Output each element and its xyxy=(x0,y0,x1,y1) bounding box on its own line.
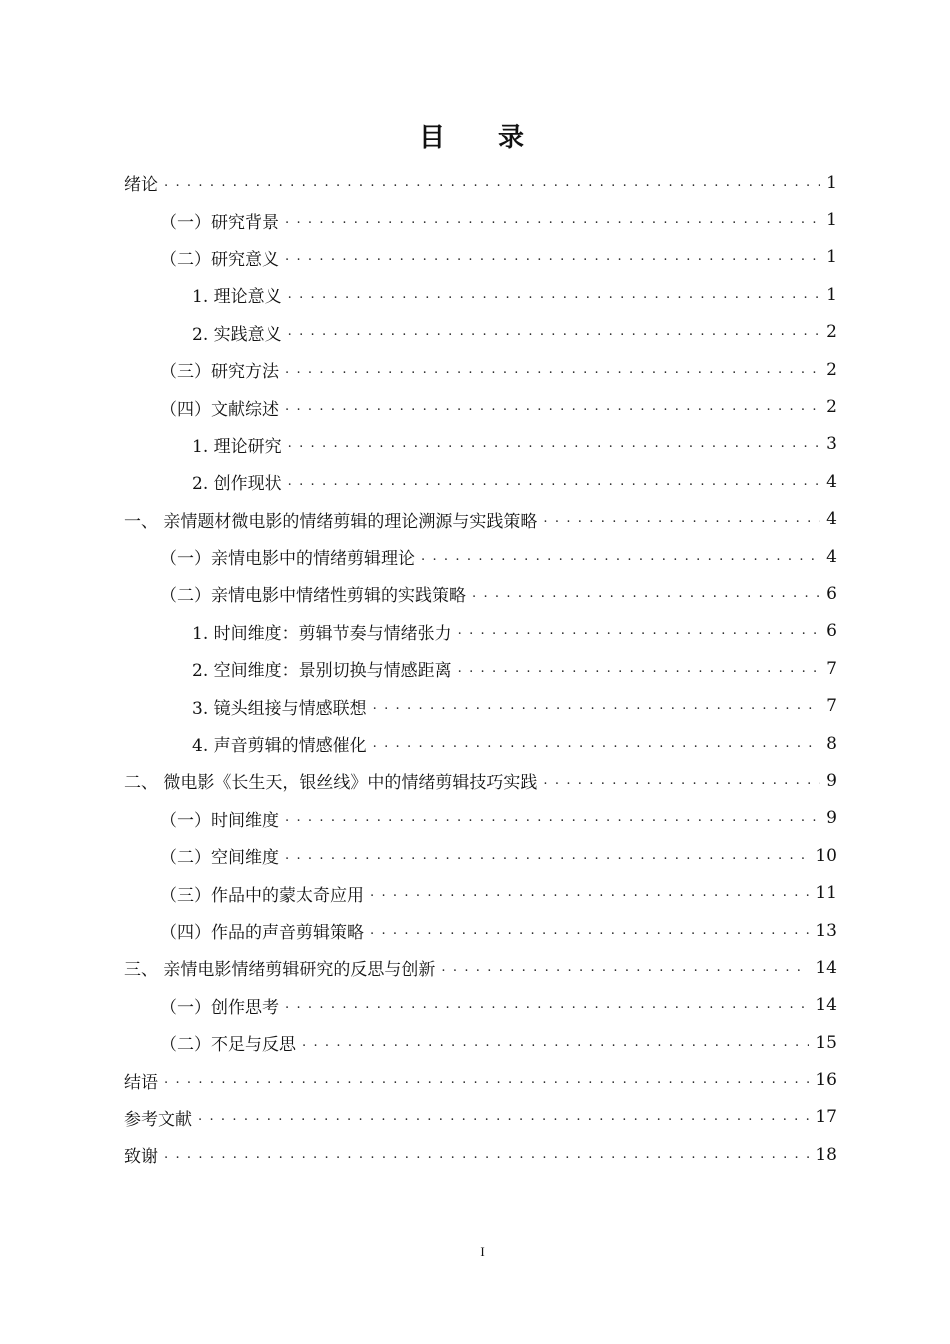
toc-entry-label: 2. 空间维度：景别切换与情感距离 xyxy=(192,661,452,682)
toc-entry[interactable] xyxy=(124,463,837,500)
toc-entry-label: 三、 亲情电影情绪剪辑研究的反思与创新 xyxy=(124,960,436,981)
toc-entry-page-number: 7 xyxy=(826,696,837,717)
toc-entry-page-number: 18 xyxy=(815,1144,837,1165)
toc-entry[interactable] xyxy=(124,575,837,612)
toc-entry-page-number: 14 xyxy=(815,995,837,1016)
toc-entry-page-number: 11 xyxy=(815,883,837,904)
toc-entry[interactable] xyxy=(124,1061,837,1098)
toc-dot-leader xyxy=(285,396,820,418)
toc-entry[interactable] xyxy=(124,426,837,463)
toc-entry-label: （三）研究方法 xyxy=(160,362,279,383)
toc-entry-label: 3. 镜头组接与情感联想 xyxy=(192,698,367,719)
toc-dot-leader xyxy=(441,957,809,979)
toc-dot-leader xyxy=(373,695,821,717)
toc-entry-label: （四）文献综述 xyxy=(160,399,279,420)
toc-entry[interactable] xyxy=(124,725,837,762)
toc-entry-page-number: 2 xyxy=(826,397,837,418)
toc-dot-leader xyxy=(164,1144,809,1166)
toc-entry-label: 1. 时间维度：剪辑节奏与情绪张力 xyxy=(192,623,452,644)
toc-entry-page-number: 2 xyxy=(826,359,837,380)
toc-entry-label: 结语 xyxy=(124,1072,158,1093)
toc-entry[interactable] xyxy=(124,650,837,687)
toc-entry[interactable] xyxy=(124,912,837,949)
toc-entry-label: 2. 创作现状 xyxy=(192,474,282,495)
toc-dot-leader xyxy=(472,583,820,605)
toc-dot-leader xyxy=(458,658,821,680)
toc-entry-page-number: 17 xyxy=(815,1107,837,1128)
toc-entry-page-number: 9 xyxy=(826,770,837,791)
toc-entry-label: （二）不足与反思 xyxy=(160,1035,296,1056)
toc-entry-label: 二、 微电影《长生天，银丝线》中的情绪剪辑技巧实践 xyxy=(124,773,538,794)
toc-dot-leader xyxy=(288,471,821,493)
toc-dot-leader xyxy=(543,770,820,792)
toc-dot-leader xyxy=(285,246,820,268)
toc-dot-leader xyxy=(288,433,821,455)
toc-entry-page-number: 1 xyxy=(826,284,837,305)
toc-dot-leader xyxy=(373,733,821,755)
toc-entry-label: （一）研究背景 xyxy=(160,212,279,233)
toc-dot-leader xyxy=(164,172,820,194)
toc-dot-leader xyxy=(370,920,809,942)
toc-dot-leader xyxy=(458,620,821,642)
toc-entry-page-number: 4 xyxy=(826,509,837,530)
toc-entry[interactable] xyxy=(124,201,837,238)
toc-entry-label: 2. 实践意义 xyxy=(192,324,282,345)
toc-entry-label: （四）作品的声音剪辑策略 xyxy=(160,923,364,943)
toc-entry[interactable] xyxy=(124,987,837,1024)
toc-entry[interactable] xyxy=(124,613,837,650)
toc-dot-leader xyxy=(288,321,821,343)
toc-entry-label: 4. 声音剪辑的情感催化 xyxy=(192,736,367,757)
toc-entry[interactable] xyxy=(124,874,837,911)
toc-entry-page-number: 15 xyxy=(815,1032,837,1053)
toc-entry[interactable] xyxy=(124,762,837,799)
toc-entry[interactable] xyxy=(124,351,837,388)
toc-entry-page-number: 4 xyxy=(826,546,837,567)
toc-entry-page-number: 7 xyxy=(826,658,837,679)
toc-dot-leader xyxy=(285,845,809,867)
toc-title: 目 录 xyxy=(418,123,547,153)
toc-entry-page-number: 16 xyxy=(815,1070,837,1091)
toc-dot-leader xyxy=(285,994,809,1016)
toc-entry[interactable] xyxy=(124,388,837,425)
toc-entry-label: 致谢 xyxy=(124,1147,158,1168)
toc-entry-label: 1. 理论研究 xyxy=(192,436,282,457)
toc-entry-page-number: 8 xyxy=(826,733,837,754)
toc-entry-label: （一）亲情电影中的情绪剪辑理论 xyxy=(160,549,415,570)
toc-entry-label: （二）空间维度 xyxy=(160,848,279,869)
toc-entry-page-number: 2 xyxy=(826,322,837,343)
toc-entry-label: （二）研究意义 xyxy=(160,249,279,270)
toc-entry-label: （二）亲情电影中情绪性剪辑的实践策略 xyxy=(160,586,466,607)
toc-entry[interactable] xyxy=(124,276,837,313)
toc-entry-page-number: 4 xyxy=(826,471,837,492)
toc-entry-page-number: 9 xyxy=(826,808,837,829)
toc-entry-page-number: 1 xyxy=(826,247,837,268)
toc-entry[interactable] xyxy=(124,1024,837,1061)
toc-entry[interactable] xyxy=(124,164,837,201)
toc-entry[interactable] xyxy=(124,837,837,874)
toc-entry-label: （三）作品中的蒙太奇应用 xyxy=(160,885,364,906)
toc-dot-leader xyxy=(164,1069,809,1091)
toc-entry[interactable] xyxy=(124,538,837,575)
toc-dot-leader xyxy=(288,284,821,306)
toc-dot-leader xyxy=(302,1032,809,1054)
toc-entry-page-number: 1 xyxy=(826,210,837,231)
toc-entry-page-number: 14 xyxy=(815,957,837,978)
toc-entry[interactable] xyxy=(124,1136,837,1173)
toc-entry-page-number: 6 xyxy=(826,621,837,642)
toc-entry-label: （一）时间维度 xyxy=(160,810,279,831)
toc-dot-leader xyxy=(285,807,820,829)
toc-entry-page-number: 1 xyxy=(826,172,837,193)
toc-entry[interactable] xyxy=(124,501,837,538)
toc-entry[interactable] xyxy=(124,239,837,276)
footer-page-number: I xyxy=(480,1244,485,1259)
toc-entry-label: 1. 理论意义 xyxy=(192,287,282,308)
toc-entry-label: 绪论 xyxy=(124,175,158,196)
toc-entry[interactable] xyxy=(124,314,837,351)
toc-entry[interactable] xyxy=(124,687,837,724)
toc-entry[interactable] xyxy=(124,1099,837,1136)
toc-list xyxy=(124,164,837,1174)
toc-entry-page-number: 6 xyxy=(826,583,837,604)
toc-entry-label: （一）创作思考 xyxy=(160,997,279,1018)
toc-dot-leader xyxy=(198,1106,809,1128)
toc-dot-leader xyxy=(421,546,820,568)
toc-entry-page-number: 10 xyxy=(815,845,837,866)
toc-entry-label: 参考文献 xyxy=(124,1109,192,1130)
toc-dot-leader xyxy=(285,359,820,381)
toc-entry-page-number: 3 xyxy=(826,434,837,455)
toc-dot-leader xyxy=(543,508,820,530)
toc-entry-page-number: 13 xyxy=(815,920,837,941)
toc-entry-label: 一、 亲情题材微电影的情绪剪辑的理论溯源与实践策略 xyxy=(124,511,538,532)
toc-entry[interactable] xyxy=(124,949,837,986)
toc-entry[interactable] xyxy=(124,800,837,837)
toc-dot-leader xyxy=(285,209,820,231)
toc-dot-leader xyxy=(370,882,809,904)
